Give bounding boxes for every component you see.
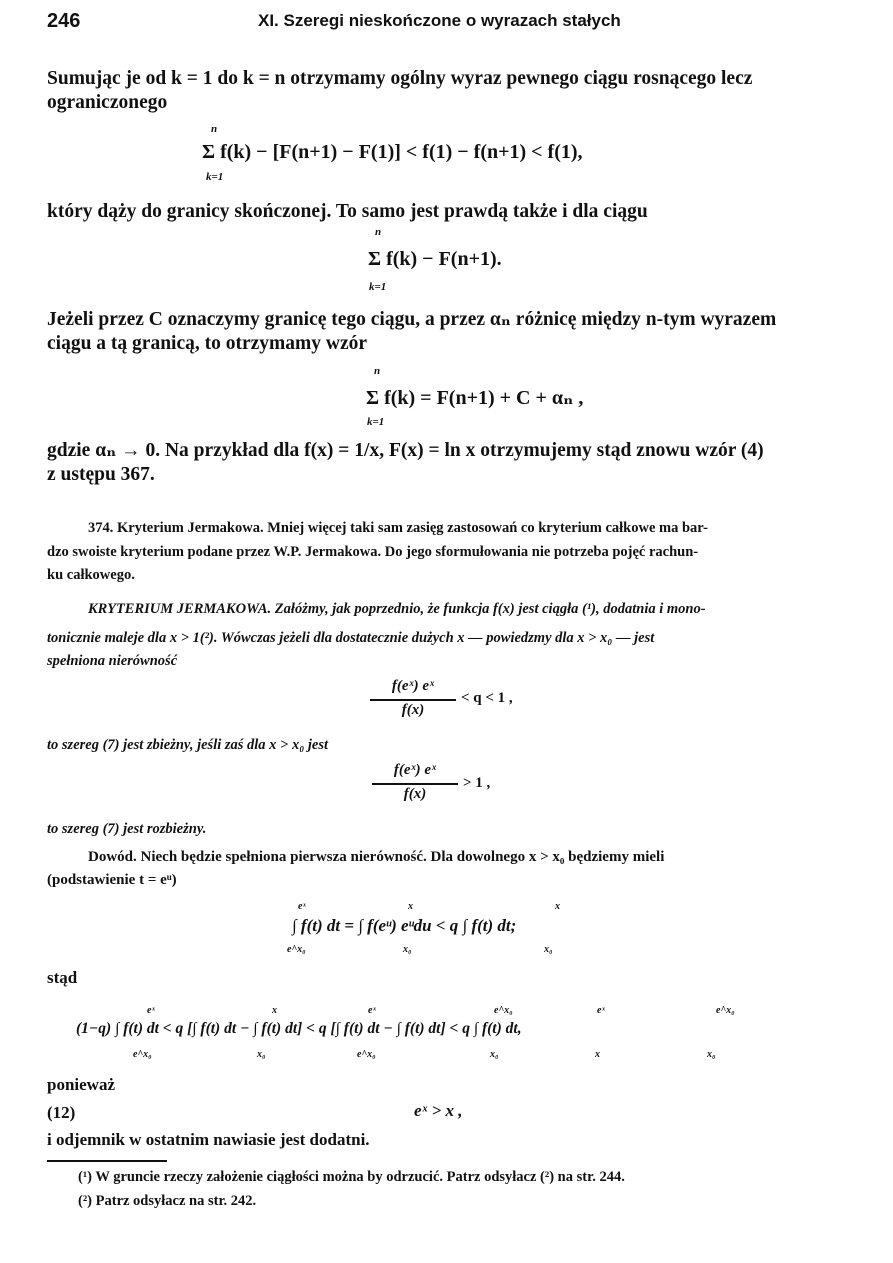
fraction-numerator: f(eˣ) eˣ xyxy=(393,762,437,778)
integral-limit: eˣ xyxy=(298,901,306,912)
integral-equation: ∫ f(t) dt = ∫ f(eᵘ) eᵘdu < q ∫ f(t) dt; xyxy=(292,916,517,935)
section-line: 374. Kryterium Jermakowa. Mniej więcej taki sam zasięg zastosowań co kryterium całkowe ma bar- xyxy=(88,520,709,536)
criterion-line: tonicznie maleje dla x > 1(²). Wówczas jeżeli dla dostatecznie dużych x — powiedzmy dla x > x₀ — jest xyxy=(47,630,655,646)
fraction-rhs: > 1 , xyxy=(463,775,491,791)
fraction-bar xyxy=(370,699,456,701)
fraction-denominator: f(x) xyxy=(403,786,427,802)
criterion-line: spełniona nierówność xyxy=(47,653,178,669)
integral-limit: e^x₀ xyxy=(287,944,306,955)
paragraph-line: ograniczonego xyxy=(47,92,168,113)
fraction-denominator: f(x) xyxy=(401,702,425,718)
equation-12: eˣ > x , xyxy=(414,1101,463,1120)
paragraph-line: ciągu a tą granicą, to otrzymamy wzór xyxy=(47,333,368,354)
fraction-numerator: f(eˣ) eˣ xyxy=(391,678,435,694)
section-line: dzo swoiste kryterium podane przez W.P. Jermakowa. Do jego sformułowania nie potrzeba pojęć rachun- xyxy=(47,544,699,560)
integral-limit: e^x₀ xyxy=(357,1049,376,1060)
sum-upper-limit: n xyxy=(374,365,381,377)
sum-upper-limit: n xyxy=(211,123,218,135)
integral-limit: x xyxy=(408,901,413,912)
fraction-bar xyxy=(372,783,458,785)
equation: Σ f(k) − [F(n+1) − F(1)] < f(1) − f(n+1) < f(1), xyxy=(202,141,583,163)
sum-lower-limit: k=1 xyxy=(367,416,385,428)
convergence-line: to szereg (7) jest zbieżny, jeśli zaś dla x > x₀ jest xyxy=(47,737,329,753)
integral-limit: x₀ xyxy=(544,944,553,955)
integral-limit: eˣ xyxy=(597,1005,605,1016)
proof-line: Dowód. Niech będzie spełniona pierwsza nierówność. Dla dowolnego x > x₀ będziemy mieli xyxy=(88,849,665,865)
paragraph-line: Sumując je od k = 1 do k = n otrzymamy ogólny wyraz pewnego ciągu rosnącego lecz xyxy=(47,68,753,89)
paragraph-line: gdzie αₙ → 0. Na przykład dla f(x) = 1/x, F(x) = ln x otrzymujemy stąd znowu wzór (4) xyxy=(47,440,764,461)
integral-limit: x₀ xyxy=(490,1049,499,1060)
word-poniewaz: ponieważ xyxy=(47,1075,115,1094)
integral-limit: x₀ xyxy=(257,1049,266,1060)
integral-limit: eˣ xyxy=(147,1005,155,1016)
proof-line: (podstawienie t = eᵘ) xyxy=(47,872,177,888)
section-line: ku całkowego. xyxy=(47,567,135,583)
integral-equation: (1−q) ∫ f(t) dt < q [∫ f(t) dt − ∫ f(t) dt] < q [∫ f(t) dt − ∫ f(t) dt] < q ∫ f(t) dt, xyxy=(76,1020,522,1037)
integral-limit: e^x₀ xyxy=(133,1049,152,1060)
sum-lower-limit: k=1 xyxy=(369,281,387,293)
integral-limit: x₀ xyxy=(707,1049,716,1060)
integral-limit: eˣ xyxy=(368,1005,376,1016)
integral-limit: x xyxy=(555,901,560,912)
footnote: (¹) W gruncie rzeczy założenie ciągłości można by odrzucić. Patrz odsyłacz (²) na str. 244. xyxy=(78,1169,625,1185)
integral-limit: e^x₀ xyxy=(494,1005,513,1016)
sum-upper-limit: n xyxy=(375,226,382,238)
divergence-line: to szereg (7) jest rozbieżny. xyxy=(47,821,207,837)
integral-limit: x₀ xyxy=(403,944,412,955)
footnote: (²) Patrz odsyłacz na str. 242. xyxy=(78,1193,257,1209)
criterion-line: KRYTERIUM JERMAKOWA. Załóżmy, jak poprzednio, że funkcja f(x) jest ciągła (¹), dodatnia i mono- xyxy=(88,601,706,617)
equation-number: (12) xyxy=(47,1103,76,1122)
paragraph-line: z ustępu 367. xyxy=(47,464,155,485)
equation: Σ f(k) = F(n+1) + C + αₙ , xyxy=(366,387,584,409)
paragraph-line: który dąży do granicy skończonej. To samo jest prawdą także i dla ciągu xyxy=(47,201,648,222)
integral-limit: e^x₀ xyxy=(716,1005,735,1016)
integral-limit: x xyxy=(272,1005,277,1016)
fraction-rhs: < q < 1 , xyxy=(461,690,513,706)
integral-limit: x xyxy=(595,1049,600,1060)
page-number: 246 xyxy=(47,10,81,32)
equation: Σ f(k) − F(n+1). xyxy=(368,248,502,270)
sum-lower-limit: k=1 xyxy=(206,171,224,183)
final-line: i odjemnik w ostatnim nawiasie jest dodatni. xyxy=(47,1130,370,1149)
footnote-separator xyxy=(47,1160,167,1162)
paragraph-line: Jeżeli przez C oznaczymy granicę tego ciągu, a przez αₙ różnicę między n-tym wyrazem xyxy=(47,309,777,330)
running-title: XI. Szeregi nieskończone o wyrazach stałych xyxy=(258,11,621,30)
word-stad: stąd xyxy=(47,968,78,987)
